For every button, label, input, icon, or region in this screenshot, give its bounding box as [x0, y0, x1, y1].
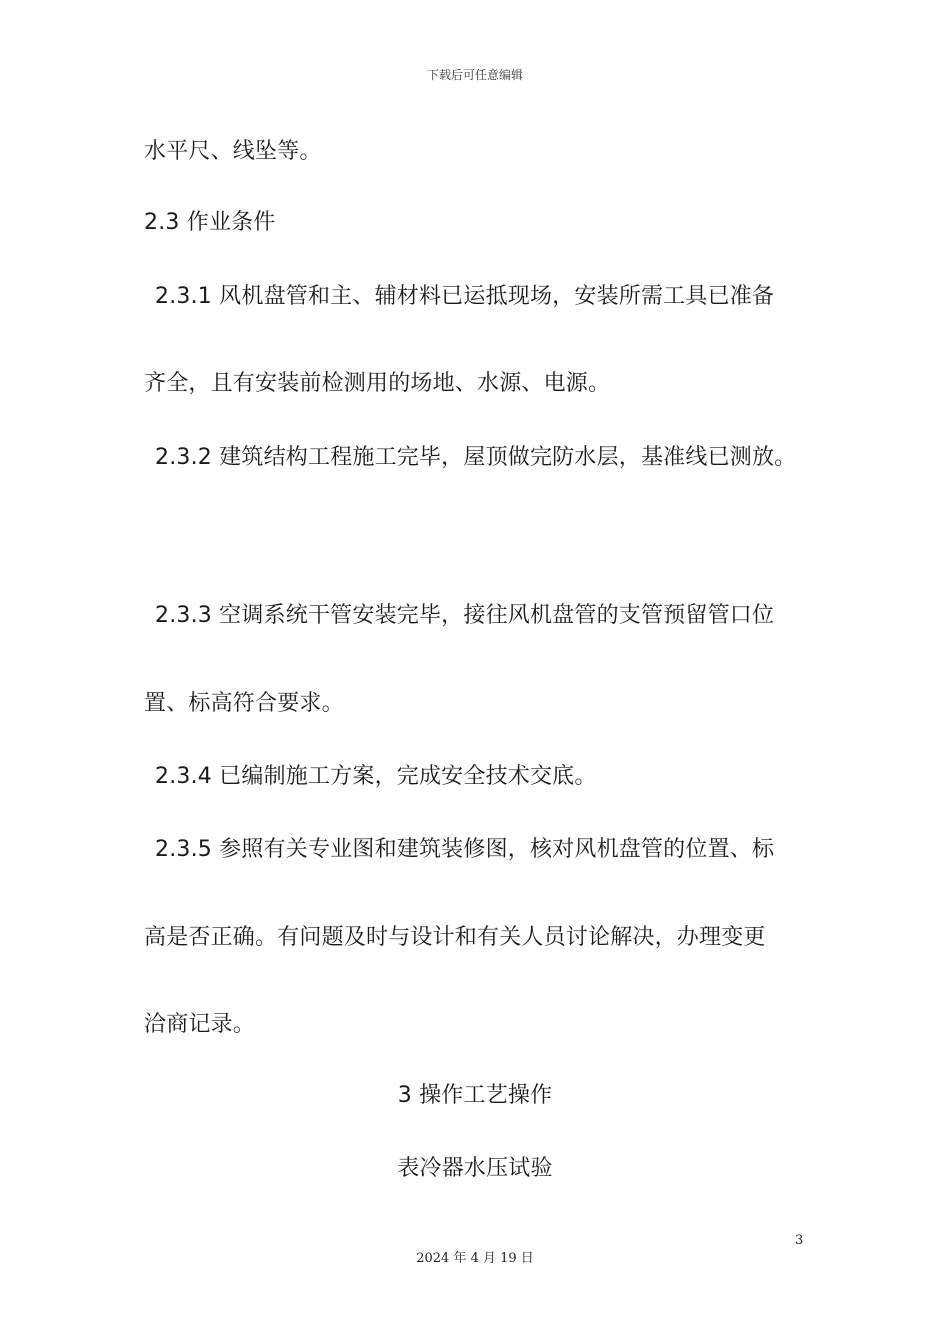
paragraph-2-3-1-line-1: 2.3.1 风机盘管和主、辅材料已运抵现场，安装所需工具已准备	[155, 284, 775, 309]
page-header: 下载后可任意编辑	[426, 68, 523, 82]
section-heading-3: 3 操作工艺操作	[397, 1083, 553, 1108]
section-heading-2-3: 2.3 作业条件	[144, 210, 276, 235]
page-number: 3	[795, 1233, 804, 1248]
paragraph-2-3-5-line-1: 2.3.5 参照有关专业图和建筑装修图，核对风机盘管的位置、标	[155, 837, 775, 862]
paragraph-2-3-5-line-2: 高是否正确。有问题及时与设计和有关人员讨论解决，办理变更	[144, 925, 766, 950]
body-line-tools: 水平尺、线坠等。	[144, 139, 322, 164]
paragraph-2-3-4: 2.3.4 已编制施工方案，完成安全技术交底。	[155, 764, 597, 789]
paragraph-2-3-1-line-2: 齐全，且有安装前检测用的场地、水源、电源。	[144, 371, 611, 396]
paragraph-2-3-5-line-3: 洽商记录。	[144, 1012, 256, 1037]
subsection-heading: 表冷器水压试验	[397, 1156, 553, 1181]
paragraph-2-3-3-line-1: 2.3.3 空调系统干管安装完毕，接往风机盘管的支管预留管口位	[155, 603, 775, 628]
paragraph-2-3-2: 2.3.2 建筑结构工程施工完毕，屋顶做完防水层，基准线已测放。	[155, 445, 797, 470]
paragraph-2-3-3-line-2: 置、标高符合要求。	[144, 691, 344, 716]
page-footer-date: 2024 年 4 月 19 日	[416, 1251, 534, 1266]
